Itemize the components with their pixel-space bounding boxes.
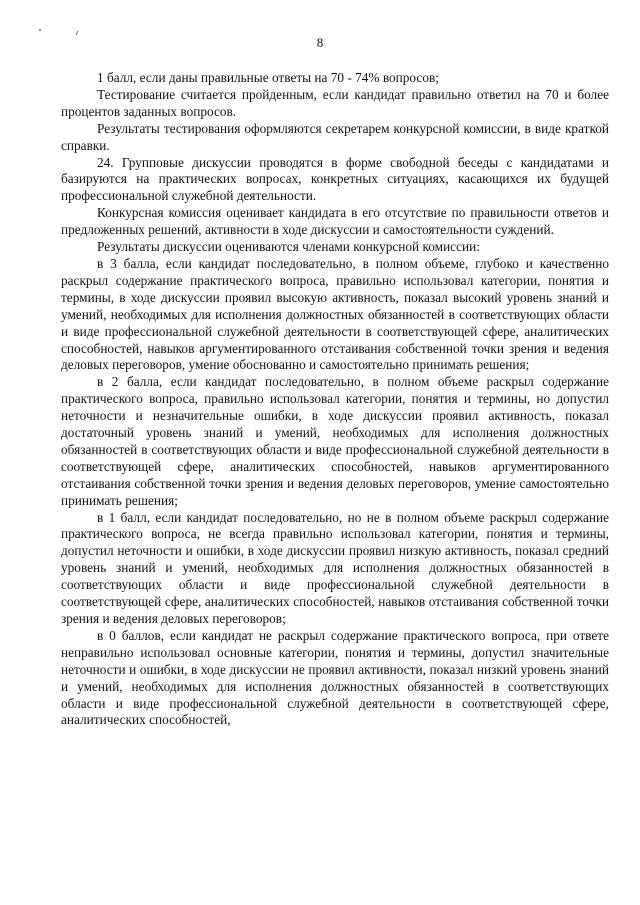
paragraph-test-results: Результаты тестирования оформляются секретарем конкурсной комиссии, в виде краткой справки. <box>61 120 609 153</box>
paragraph-score-1: в 1 балл, если кандидат последовательно, но не в полном объеме раскрыл содержание практического вопроса, не всегда правильно использовал категории, понятия и термины, допустил неточности и ошибки, в ходе дискуссии проявил низкую активность, показал средний уровень знаний и умений, необходимых для исполнения должностных обязанностей в соответствующих области и виде профессиональной служебной деятельности в соответствующей сфере, аналитических способностей, навыков отстаивания собственной точки зрения и ведения деловых переговоров; <box>61 509 609 626</box>
paragraph-score-3: в 3 балла, если кандидат последовательно, в полном объеме, глубоко и качественно раскрыл содержание практического вопроса, правильно использовал категории, понятия и термины, в ходе дискуссии проявил высокую активность, показал высокий уровень знаний и умений, необходимых для исполнения должностных обязанностей в соответствующих области и виде профессиональной служебной деятельности в соответствующей сфере, аналитических способностей, навыков аргументированного отстаивания собственной точки зрения и ведения деловых переговоров, умение обоснованно и самостоятельно принимать решения; <box>61 255 609 373</box>
document-body <box>61 70 609 729</box>
page-number: 8 <box>316 35 324 50</box>
paragraph-group-discussions: 24. Групповые дискуссии проводятся в форме свободной беседы с кандидатами и базируются на практических вопросах, конкретных ситуациях, касающихся их будущей профессиональной служебной деятельности. <box>61 154 609 204</box>
paragraph-test-passed: Тестирование считается пройденным, если кандидат правильно ответил на 70 и более процентов заданных вопросов. <box>61 86 609 119</box>
paragraph-score-0: в 0 баллов, если кандидат не раскрыл содержание практического вопроса, при ответе неправильно использовал основные категории, понятия и термины, допустил значительные неточности и ошибки, в ходе дискуссии не проявил активности, показал низкий уровень знаний и умений, необходимых для исполнения должностных обязанностей в соответствующих области и виде профессиональной служебной деятельности в соответствующей сфере, аналитических способностей, <box>61 627 609 728</box>
paragraph-commission-evaluation: Конкурсная комиссия оценивает кандидата в его отсутствие по правильности ответов и предложенных решений, активности в ходе дискуссии и самостоятельности суждений. <box>61 205 609 238</box>
paragraph-discussion-results: Результаты дискуссии оцениваются членами конкурсной комиссии: <box>97 239 480 255</box>
paragraph-score-1-test: 1 балл, если даны правильные ответы на 70 - 74% вопросов; <box>97 70 439 85</box>
paragraph-score-2: в 2 балла, если кандидат последовательно, в полном объеме раскрыл содержание практического вопроса, правильно использовал категории, понятия и термины, но допустил неточности и незначительные ошибки, в ходе дискуссии проявил активность, показал достаточный уровень знаний и умений, необходимых для исполнения должностных обязанностей в соответствующих области и виде профессиональной служебной деятельности в соответствующей сфере, аналитических способностей, навыков аргументированного отстаивания собственной точки зрения и ведения деловых переговоров, умение самостоятельно принимать решения; <box>61 374 609 508</box>
